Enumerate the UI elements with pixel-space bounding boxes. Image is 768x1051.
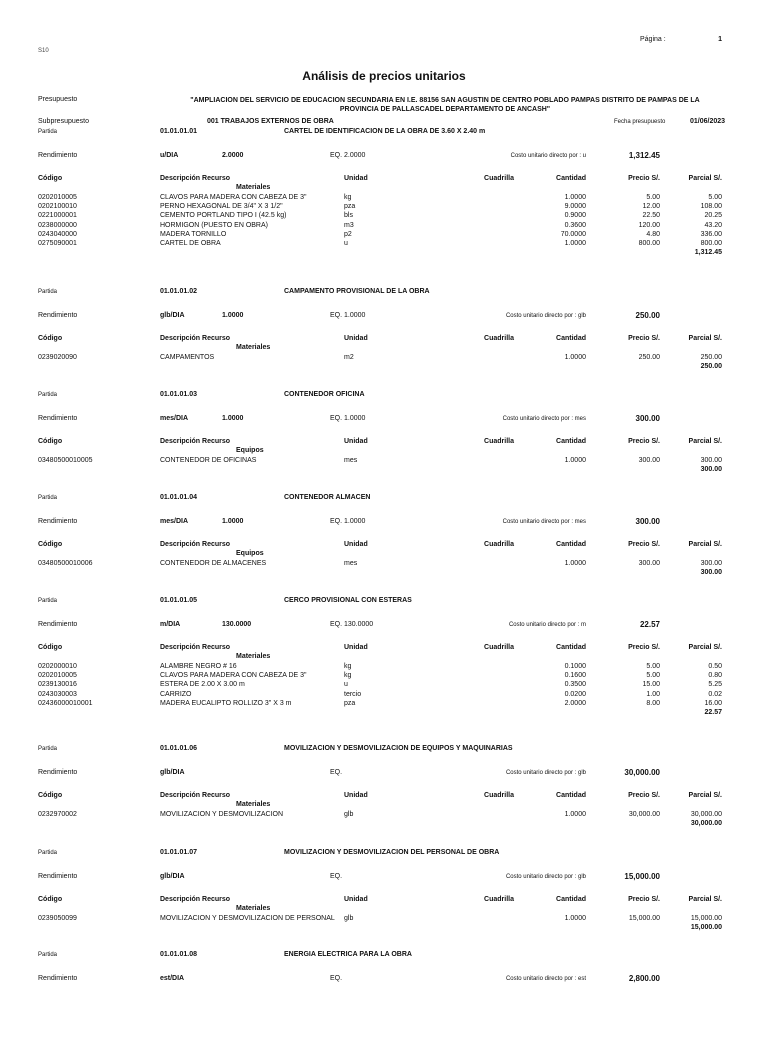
fecha-value: 01/06/2023 [690,118,726,125]
col-header-parcial: Parcial S/. [688,541,722,548]
cell-parcial: 800.00 [700,240,722,247]
col-header-codigo: Código [38,438,63,445]
partida-total: 300.00 [700,569,722,577]
col-header-codigo: Código [38,896,63,903]
cell-codigo: 0202010005 [38,672,77,680]
cell-cantidad: 1.0000 [564,240,586,247]
cell-precio: 30,000.00 [628,811,660,818]
cell-codigo: 02436000010001 [38,699,93,707]
cell-descripcion: MOVILIZACION Y DESMOVILIZACION DE PERSONAL [160,915,335,922]
table-row [0,212,768,221]
col-header-unidad: Unidad [344,335,368,342]
cell-descripcion: MADERA TORNILLO [160,230,227,238]
cell-descripcion: PERNO HEXAGONAL DE 3/4" X 3 1/2" [160,203,283,211]
col-header-parcial: Parcial S/. [688,644,722,651]
resource-group-label: Equipos [236,447,264,454]
cell-cantidad: 1.0000 [564,194,586,201]
costo-unitario-value: 1,312.45 [628,151,660,160]
cell-descripcion: ALAMBRE NEGRO # 16 [160,663,237,670]
col-header-parcial: Parcial S/. [688,335,722,342]
eq-value: EQ. 1.0000 [330,518,366,525]
partida-section [0,391,768,491]
cell-unidad: kg [344,194,352,201]
page-title: Análisis de precios unitarios [302,69,466,83]
partida-section [0,288,768,388]
partida-total: 300.00 [700,466,722,474]
col-header-descripcion: Descripción Recurso [160,438,231,445]
resource-group-label: Materiales [236,653,271,660]
costo-unitario-value: 30,000.00 [624,768,660,777]
table-row [0,203,768,212]
cell-descripcion: CLAVOS PARA MADERA CON CABEZA DE 3" [160,672,307,680]
cell-parcial: 30,000.00 [690,811,722,818]
rendimiento-label: Rendimiento [38,518,78,525]
fecha-label: Fecha presupuesto [614,119,666,125]
partida-section [0,849,768,949]
partida-name: ENERGIA ELECTRICA PARA LA OBRA [284,951,412,958]
cell-descripcion: CAMPAMENTOS [160,354,215,361]
rendimiento-unit: glb/DIA [160,769,185,776]
cell-precio: 15,000.00 [628,915,660,922]
table-row [0,663,768,672]
cell-codigo: 0232970002 [38,811,77,818]
cell-codigo: 0202010005 [38,194,77,201]
cell-unidad: glb [344,811,354,818]
costo-unitario-label: Costo unitario directo por : glb [505,874,586,880]
partida-label: Partida [38,129,58,135]
cell-descripcion: CONTENEDOR DE ALMACENES [160,560,267,567]
costo-unitario-label: Costo unitario directo por : m [508,622,586,628]
partida-section [0,128,768,257]
table-row [0,672,768,681]
rendimiento-value: 2.0000 [222,152,244,159]
col-header-precio: Precio S/. [628,792,660,799]
table-row [0,915,768,924]
col-header-codigo: Código [38,541,63,548]
cell-cantidad: 1.0000 [564,560,586,567]
cell-parcial: 20.25 [704,212,722,220]
costo-unitario-label: Costo unitario directo por : u [510,153,586,159]
partida-code: 01.01.01.05 [160,597,197,604]
partida-code: 01.01.01.04 [160,494,197,501]
table-row [0,681,768,690]
partida-section [0,951,768,1051]
cell-unidad: p2 [344,230,352,238]
rendimiento-unit: glb/DIA [160,873,185,880]
rendimiento-label: Rendimiento [38,152,78,159]
cell-parcial: 16.00 [704,699,722,707]
resource-group-label: Materiales [236,184,271,191]
col-header-cantidad: Cantidad [556,644,586,651]
partida-name: CONTENEDOR OFICINA [284,391,365,398]
cell-codigo: 0243030003 [38,690,77,698]
cell-descripcion: CARRIZO [160,690,192,698]
cell-precio: 250.00 [638,354,660,361]
col-header-cuadrilla: Cuadrilla [484,335,514,342]
cell-parcial: 5.00 [708,194,722,201]
page-number-value: 1 [718,36,722,43]
col-header-unidad: Unidad [344,541,368,548]
subpresupuesto-label: Subpresupuesto [38,118,89,125]
costo-unitario-value: 2,800.00 [628,974,660,983]
col-header-unidad: Unidad [344,438,368,445]
cell-codigo: 0202100010 [38,203,77,211]
partida-code: 01.01.01.06 [160,745,197,752]
col-header-cuadrilla: Cuadrilla [484,541,514,548]
table-row [0,194,768,203]
cell-precio: 15.00 [642,681,660,689]
partida-label: Partida [38,495,58,501]
partida-code: 01.01.01.03 [160,391,197,398]
col-header-codigo: Código [38,792,63,799]
rendimiento-unit: mes/DIA [160,415,189,422]
cell-parcial: 108.00 [700,203,722,211]
cell-unidad: u [344,681,348,689]
cell-parcial: 300.00 [700,560,722,567]
table-row [0,354,768,363]
col-header-precio: Precio S/. [628,335,660,342]
costo-unitario-label: Costo unitario directo por : glb [505,313,586,319]
col-header-precio: Precio S/. [628,438,660,445]
cell-unidad: kg [344,672,352,680]
rendimiento-label: Rendimiento [38,415,78,422]
cell-codigo: 03480500010006 [38,560,93,567]
rendimiento-value: 1.0000 [222,312,244,319]
cell-precio: 5.00 [646,663,660,670]
cell-codigo: 0239130016 [38,681,77,689]
col-header-codigo: Código [38,644,63,651]
col-header-unidad: Unidad [344,644,368,651]
partida-name: CARTEL DE IDENTIFICACION DE LA OBRA DE 3.60 X 2.40 m [284,128,486,135]
table-row [0,222,768,231]
cell-unidad: mes [344,560,358,567]
presupuesto-label: Presupuesto [38,96,78,103]
cell-unidad: pza [344,699,356,707]
table-row [0,691,768,700]
col-header-precio: Precio S/. [628,644,660,651]
eq-value: EQ. 1.0000 [330,312,366,319]
eq-value: EQ. 1.0000 [330,415,366,422]
eq-value: EQ. [330,975,343,982]
col-header-descripcion: Descripción Recurso [160,335,231,342]
col-header-descripcion: Descripción Recurso [160,175,231,182]
col-header-cantidad: Cantidad [556,541,586,548]
cell-codigo: 0275090001 [38,240,77,247]
cell-cantidad: 0.0200 [564,690,586,698]
cell-precio: 5.00 [646,194,660,201]
col-header-cantidad: Cantidad [556,175,586,182]
cell-precio: 120.00 [638,221,660,229]
cell-cantidad: 1.0000 [564,457,586,464]
resource-group-label: Materiales [236,344,271,351]
partida-name: MOVILIZACION Y DESMOVILIZACION DE EQUIPOS Y MAQUINARIAS [284,745,513,752]
cell-parcial: 0.50 [708,663,722,670]
cell-parcial: 250.00 [700,354,722,361]
cell-descripcion: CEMENTO PORTLAND TIPO I (42.5 kg) [160,212,287,220]
cell-unidad: m2 [344,354,354,361]
cell-cantidad: 1.0000 [564,811,586,818]
partida-code: 01.01.01.07 [160,849,197,856]
cell-descripcion: CARTEL DE OBRA [160,240,221,247]
cell-cantidad: 0.1000 [564,663,586,670]
partida-label: Partida [38,746,58,752]
subpresupuesto-value: 001 TRABAJOS EXTERNOS DE OBRA [207,118,334,125]
cell-unidad: mes [344,457,358,464]
cell-cantidad: 1.0000 [564,354,586,361]
cell-codigo: 03480500010005 [38,457,93,464]
rendimiento-label: Rendimiento [38,975,78,982]
cell-unidad: u [344,240,348,247]
cell-precio: 1.00 [646,690,660,698]
partida-label: Partida [38,850,58,856]
partida-total: 15,000.00 [690,924,722,932]
costo-unitario-value: 250.00 [635,311,660,320]
rendimiento-value: 1.0000 [222,415,244,422]
cell-unidad: glb [344,915,354,922]
partida-name: MOVILIZACION Y DESMOVILIZACION DEL PERSONAL DE OBRA [284,849,500,856]
partida-name: CONTENEDOR ALMACEN [284,494,371,501]
partida-label: Partida [38,952,58,958]
col-header-cantidad: Cantidad [556,438,586,445]
col-header-parcial: Parcial S/. [688,896,722,903]
rendimiento-label: Rendimiento [38,873,78,880]
partida-code: 01.01.01.01 [160,128,197,135]
col-header-cuadrilla: Cuadrilla [484,438,514,445]
cell-precio: 22.50 [642,212,660,220]
col-header-unidad: Unidad [344,175,368,182]
partida-total: 30,000.00 [690,820,722,828]
col-header-cuadrilla: Cuadrilla [484,175,514,182]
rendimiento-unit: glb/DIA [160,312,185,319]
rendimiento-value: 130.0000 [222,621,252,628]
cell-descripcion: CLAVOS PARA MADERA CON CABEZA DE 3" [160,194,307,201]
col-header-cuadrilla: Cuadrilla [484,644,514,651]
cell-unidad: m3 [344,221,354,229]
col-header-descripcion: Descripción Recurso [160,896,231,903]
partida-total: 250.00 [700,363,722,371]
col-header-descripcion: Descripción Recurso [160,792,231,799]
eq-value: EQ. [330,769,343,776]
rendimiento-unit: u/DIA [160,152,179,159]
eq-value: EQ. 130.0000 [330,621,374,628]
col-header-parcial: Parcial S/. [688,175,722,182]
eq-value: EQ. 2.0000 [330,152,366,159]
col-header-cuadrilla: Cuadrilla [484,896,514,903]
cell-descripcion: MOVILIZACION Y DESMOVILIZACION [160,811,284,818]
rendimiento-label: Rendimiento [38,621,78,628]
costo-unitario-value: 300.00 [635,517,660,526]
eq-value: EQ. [330,873,343,880]
col-header-cuadrilla: Cuadrilla [484,792,514,799]
rendimiento-label: Rendimiento [38,769,78,776]
rendimiento-unit: m/DIA [160,621,181,628]
costo-unitario-value: 300.00 [635,414,660,423]
costo-unitario-value: 22.57 [639,620,660,629]
col-header-unidad: Unidad [344,792,368,799]
cell-precio: 8.00 [646,699,660,707]
col-header-cantidad: Cantidad [556,335,586,342]
rendimiento-unit: mes/DIA [160,518,189,525]
cell-parcial: 0.80 [708,672,722,680]
cell-cantidad: 2.0000 [564,699,586,707]
cell-parcial: 43.20 [704,221,722,229]
cell-cantidad: 9.0000 [564,203,586,211]
table-row [0,231,768,240]
cell-codigo: 0238000000 [38,221,77,229]
cell-precio: 12.00 [642,203,660,211]
cell-descripcion: ESTERA DE 2.00 X 3.00 m [160,681,245,689]
cell-precio: 800.00 [638,240,660,247]
costo-unitario-label: Costo unitario directo por : mes [502,519,586,525]
partida-label: Partida [38,598,58,604]
costo-unitario-label: Costo unitario directo por : est [505,976,586,982]
presupuesto-value: "AMPLIACION DEL SERVICIO DE EDUCACION SECUNDARIA EN I.E. 88156 SAN AGUSTIN DE CENTRO POBLADO PAMPAS DISTRITO DE PAMPAS DE LA PROVINCIA DE PALLASCADEL DEPARTAMENTO DE ANCASH" [190,97,700,113]
col-header-cantidad: Cantidad [556,792,586,799]
cell-descripcion: HORMIGON (PUESTO EN OBRA) [160,221,268,229]
col-header-descripcion: Descripción Recurso [160,644,231,651]
cell-unidad: pza [344,203,356,211]
col-header-precio: Precio S/. [628,541,660,548]
cell-codigo: 0221000001 [38,212,77,220]
table-row [0,560,768,569]
cell-parcial: 5.25 [708,681,722,689]
partida-name: CERCO PROVISIONAL CON ESTERAS [284,597,412,604]
report-code: S10 [38,48,49,54]
costo-unitario-label: Costo unitario directo por : glb [505,770,586,776]
resource-group-label: Materiales [236,905,271,912]
cell-cantidad: 70.0000 [560,230,586,238]
costo-unitario-label: Costo unitario directo por : mes [502,416,586,422]
partida-label: Partida [38,392,58,398]
col-header-precio: Precio S/. [628,896,660,903]
col-header-parcial: Parcial S/. [688,792,722,799]
cell-codigo: 0202000010 [38,663,77,670]
cell-precio: 5.00 [646,672,660,680]
rendimiento-unit: est/DIA [160,975,185,982]
cell-codigo: 0243040000 [38,230,77,238]
table-row [0,457,768,466]
table-row [0,240,768,249]
cell-parcial: 15,000.00 [690,915,722,922]
page-number-label: Página : [640,36,666,43]
partida-total: 22.57 [704,709,722,716]
cell-unidad: bls [344,212,353,220]
cell-cantidad: 0.3500 [564,681,586,689]
col-header-unidad: Unidad [344,896,368,903]
rendimiento-value: 1.0000 [222,518,244,525]
cell-descripcion: CONTENEDOR DE OFICINAS [160,457,257,464]
col-header-codigo: Código [38,335,63,342]
partida-section [0,597,768,716]
partida-section [0,494,768,594]
table-row [0,700,768,709]
cell-unidad: tercio [344,690,362,698]
col-header-parcial: Parcial S/. [688,438,722,445]
cell-precio: 300.00 [638,560,660,567]
costo-unitario-value: 15,000.00 [624,872,660,881]
cell-parcial: 0.02 [708,690,722,698]
cell-parcial: 336.00 [700,230,722,238]
resource-group-label: Equipos [236,550,264,557]
cell-precio: 300.00 [638,457,660,464]
resource-group-label: Materiales [236,801,271,808]
table-row [0,811,768,820]
cell-cantidad: 0.3600 [564,221,586,229]
cell-parcial: 300.00 [700,457,722,464]
col-header-cantidad: Cantidad [556,896,586,903]
col-header-codigo: Código [38,175,63,182]
cell-descripcion: MADERA EUCALIPTO ROLLIZO 3" X 3 m [160,699,292,707]
cell-precio: 4.80 [646,230,660,238]
cell-codigo: 0239050099 [38,915,77,922]
partida-section [0,745,768,845]
col-header-precio: Precio S/. [628,175,660,182]
partida-label: Partida [38,289,58,295]
partida-code: 01.01.01.02 [160,288,197,295]
partida-code: 01.01.01.08 [160,951,197,958]
cell-cantidad: 0.9000 [564,212,586,220]
cell-unidad: kg [344,663,352,670]
partida-name: CAMPAMENTO PROVISIONAL DE LA OBRA [284,288,430,295]
rendimiento-label: Rendimiento [38,312,78,319]
partida-total: 1,312.45 [694,249,722,257]
cell-cantidad: 0.1600 [564,672,586,680]
cell-codigo: 0239020090 [38,354,77,361]
col-header-descripcion: Descripción Recurso [160,541,231,548]
cell-cantidad: 1.0000 [564,915,586,922]
